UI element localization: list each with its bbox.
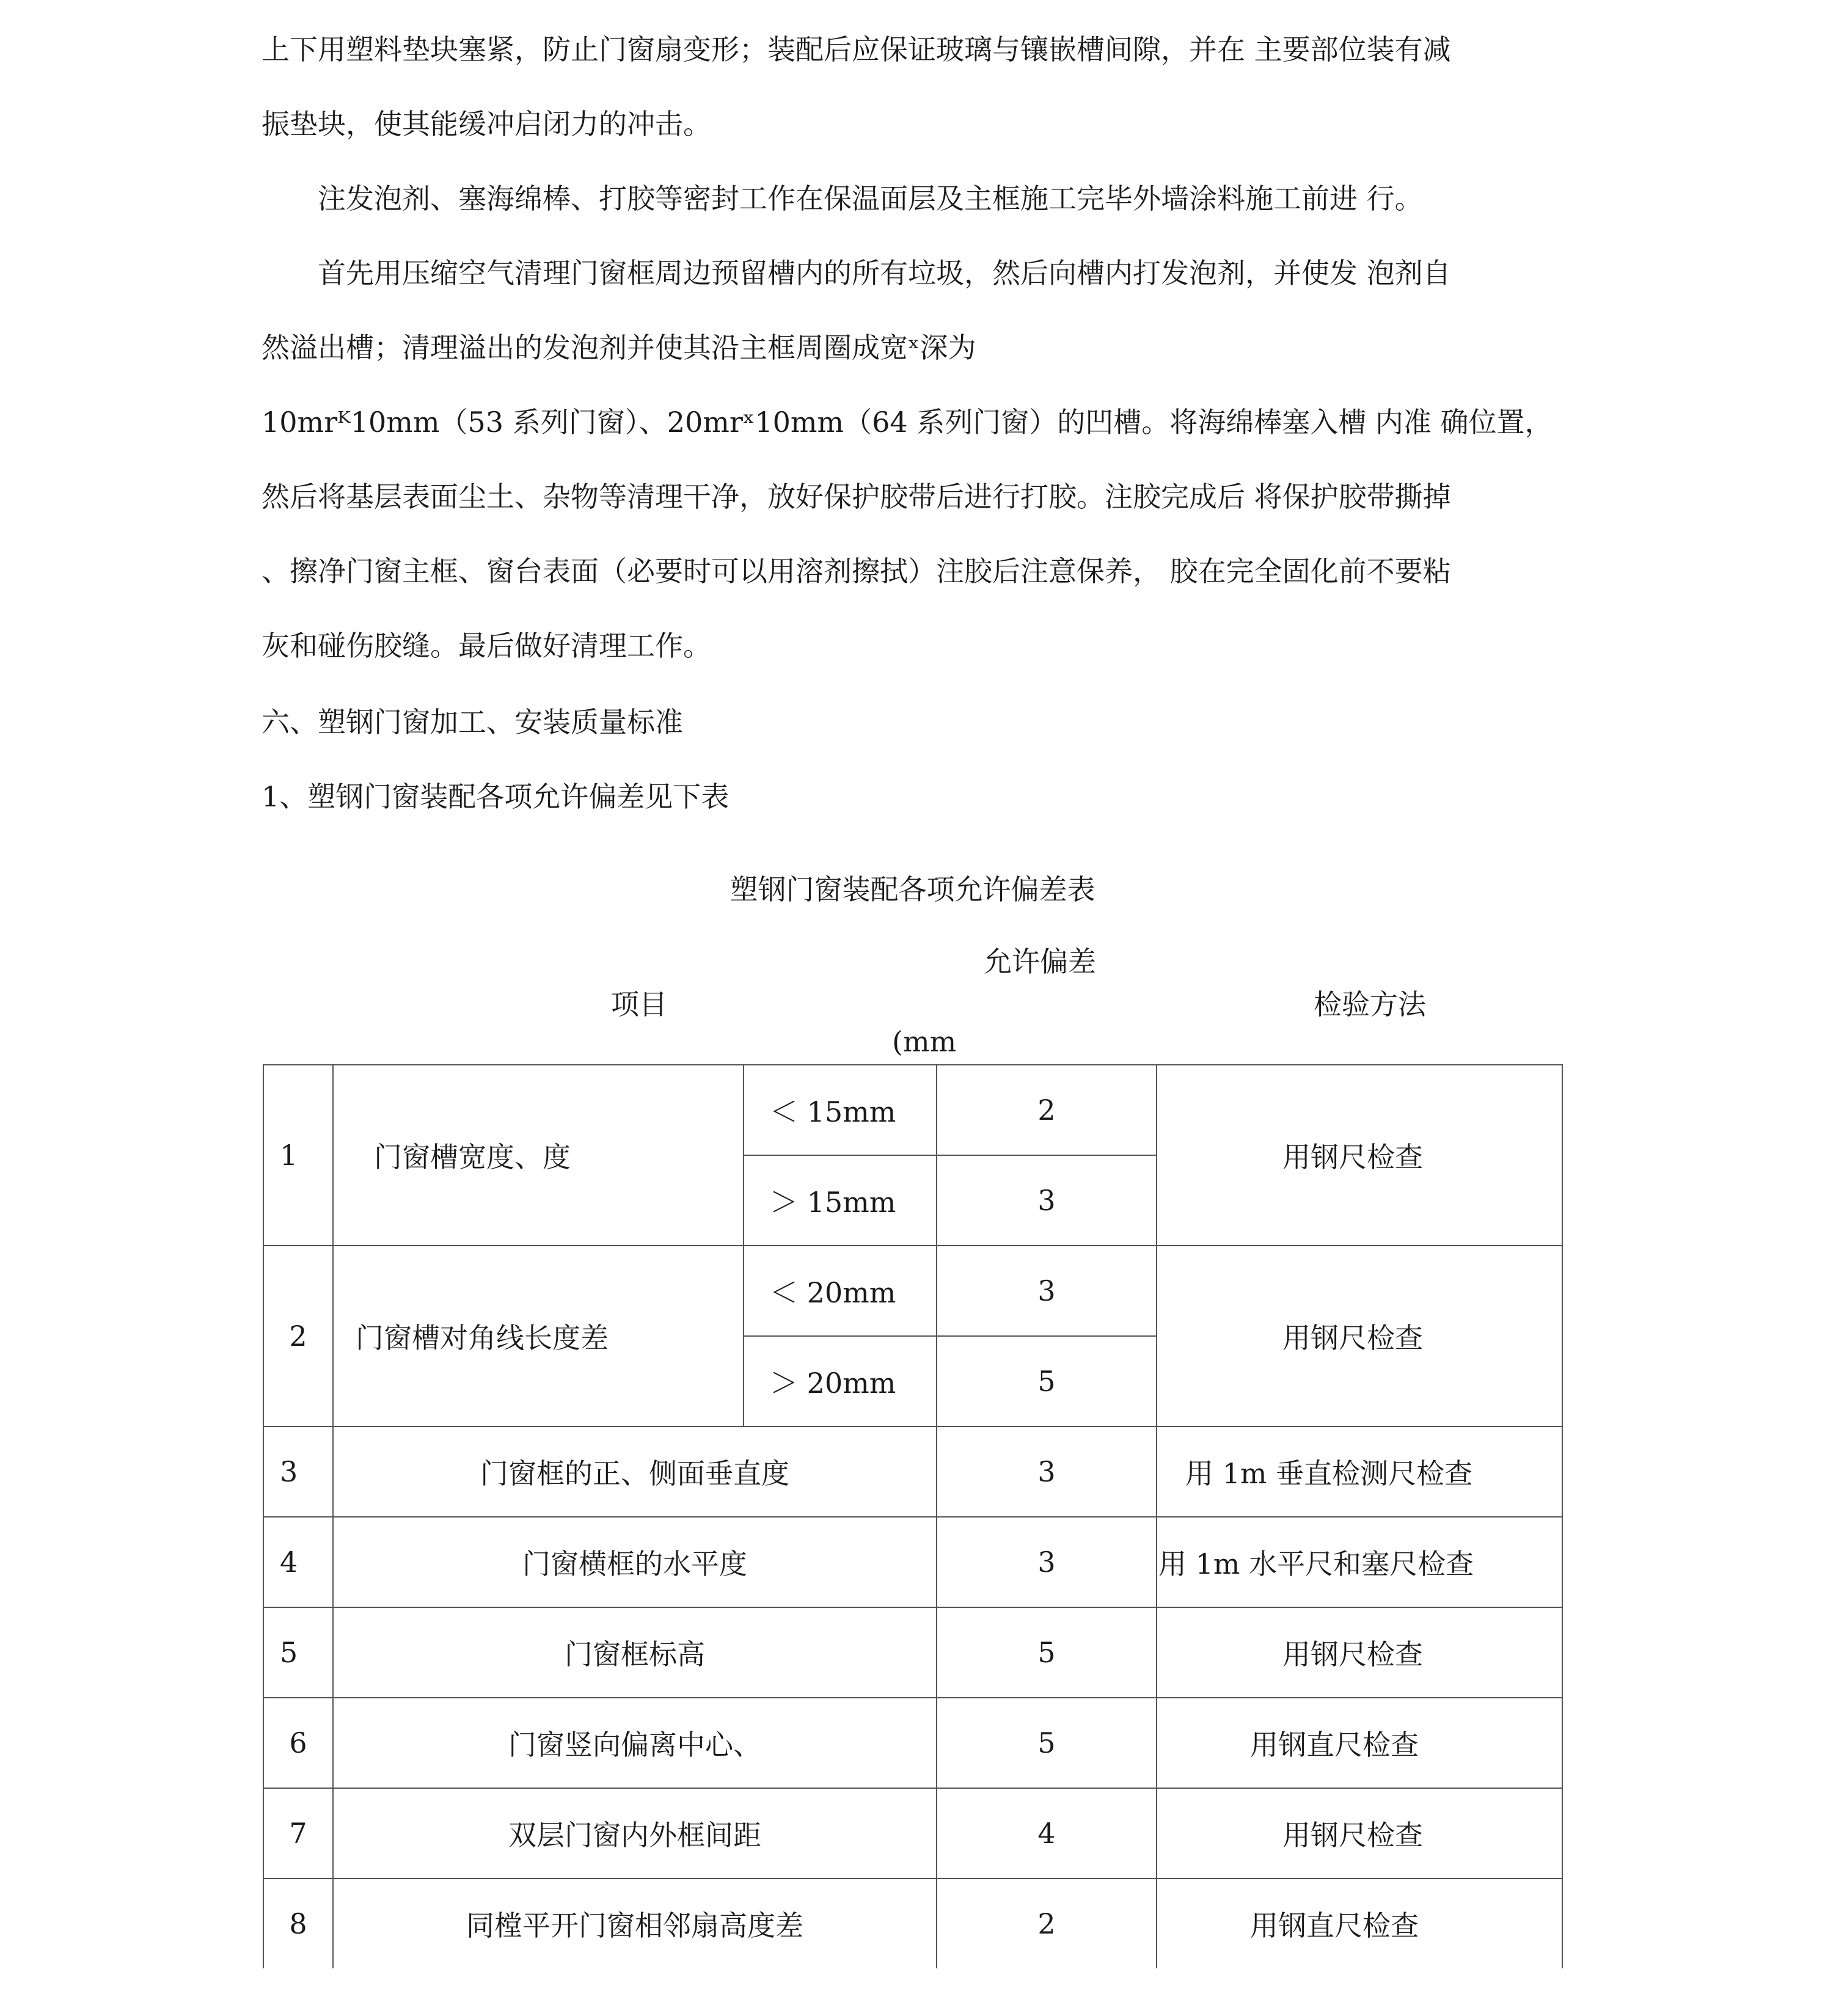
row-value: 5 — [937, 1607, 1157, 1698]
text-line: 振垫块，使其能缓冲启闭力的冲击。 — [261, 108, 711, 141]
row-number: 6 — [263, 1698, 333, 1788]
row-item: 门窗框的正、侧面垂直度 — [333, 1426, 937, 1517]
row-item: 门窗槽宽度、度 — [333, 1065, 744, 1246]
text-line: 首先用压缩空气清理门窗框周边预留槽内的所有垃圾，然后向槽内打发泡剂，并使发 泡剂自 — [261, 257, 1451, 290]
row-condition: ＜ 15mm — [744, 1065, 937, 1155]
row-method: 用钢直尺检查 — [1157, 1879, 1562, 1968]
row-method: 用 1m 垂直检测尺检查 — [1157, 1426, 1562, 1517]
text-line: 然后将基层表面尘土、杂物等清理干净，放好保护胶带后进行打胶。注胶完成后 将保护胶带撕掉 — [261, 480, 1451, 513]
table-row — [263, 1517, 1562, 1607]
row-method: 用钢尺检查 — [1157, 1246, 1562, 1426]
table-row — [263, 1246, 1562, 1336]
section-heading: 六、塑钢门窗加工、安装质量标准 — [261, 706, 683, 739]
table-row — [263, 1879, 1562, 1968]
row-value: 5 — [937, 1336, 1157, 1426]
row-method: 用 1m 水平尺和塞尺检查 — [1157, 1517, 1562, 1607]
deviation-table — [263, 1064, 1563, 1968]
header-method: 检验方法 — [1314, 988, 1426, 1021]
text-line: 上下用塑料垫块塞紧，防止门窗扇变形；装配后应保证玻璃与镶嵌槽间隙，并在 主要部位装有减 — [261, 33, 1451, 66]
text-line: 然溢出槽；清理溢出的发泡剂并使其沿主框周圈成宽ˣ深为 — [261, 331, 976, 364]
row-number: 4 — [263, 1517, 333, 1607]
row-item: 门窗横框的水平度 — [333, 1517, 937, 1607]
row-value: 2 — [937, 1879, 1157, 1968]
text-line: 注发泡剂、塞海绵棒、打胶等密封工作在保温面层及主框施工完毕外墙涂料施工前进 行。 — [261, 182, 1423, 215]
text-line: 、擦净门窗主框、窗台表面（必要时可以用溶剂擦拭）注胶后注意保养， 胶在完全固化前不要粘 — [261, 555, 1451, 588]
text-line: 10mrᴷ10mm（53 系列门窗）、20mrˣ10mm（64 系列门窗）的凹槽。将海绵棒塞入槽 内准 确位置， — [261, 406, 1553, 439]
row-number: 3 — [263, 1426, 333, 1517]
table-row — [263, 1426, 1562, 1517]
row-condition: ＞ 15mm — [744, 1155, 937, 1246]
row-value: 3 — [937, 1517, 1157, 1607]
row-condition: ＜ 20mm — [744, 1246, 937, 1336]
row-number: 7 — [263, 1788, 333, 1879]
row-number: 8 — [263, 1879, 333, 1968]
row-number: 5 — [263, 1607, 333, 1698]
paragraph-2 — [261, 161, 1569, 236]
row-number: 1 — [263, 1065, 333, 1246]
table-row — [263, 1698, 1562, 1788]
header-tolerance: 允许偏差 — [984, 945, 1096, 978]
sub-heading: 1、塑钢门窗装配各项允许偏差见下表 — [261, 780, 730, 813]
table-row — [263, 1788, 1562, 1879]
row-value: 3 — [937, 1426, 1157, 1517]
row-method: 用钢尺检查 — [1157, 1607, 1562, 1698]
row-method: 用钢尺检查 — [1157, 1065, 1562, 1246]
header-item: 项目 — [611, 988, 667, 1021]
row-method: 用钢尺检查 — [1157, 1788, 1562, 1879]
paragraph-3 — [261, 236, 1569, 683]
row-condition: ＞ 20mm — [744, 1336, 937, 1426]
row-value: 4 — [937, 1788, 1157, 1879]
row-number: 2 — [263, 1246, 333, 1426]
row-value: 2 — [937, 1065, 1157, 1155]
row-item: 同樘平开门窗相邻扇高度差 — [333, 1879, 937, 1968]
row-value: 3 — [937, 1155, 1157, 1246]
row-value: 3 — [937, 1246, 1157, 1336]
header-tolerance-unit: (mm — [892, 1025, 957, 1058]
row-item: 门窗竖向偏离中心、 — [333, 1698, 937, 1788]
table-row — [263, 1607, 1562, 1698]
row-item: 门窗框标高 — [333, 1607, 937, 1698]
table-row — [263, 1065, 1562, 1155]
row-item: 双层门窗内外框间距 — [333, 1788, 937, 1879]
text-line: 灰和碰伤胶缝。最后做好清理工作。 — [261, 629, 711, 662]
row-item: 门窗槽对角线长度差 — [333, 1246, 744, 1426]
row-value: 5 — [937, 1698, 1157, 1788]
paragraph-1 — [261, 12, 1569, 161]
row-method: 用钢直尺检查 — [1157, 1698, 1562, 1788]
table-title: 塑钢门窗装配各项允许偏差表 — [730, 873, 1095, 906]
